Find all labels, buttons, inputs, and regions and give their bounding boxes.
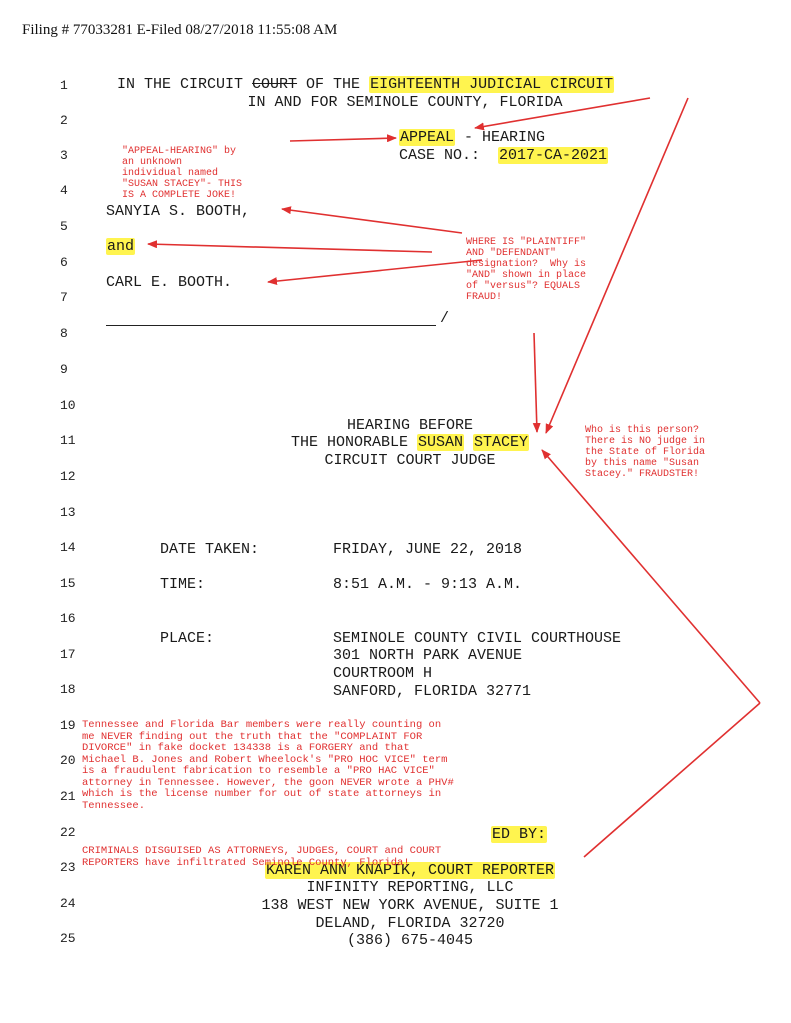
arrow-line xyxy=(290,138,396,141)
line-number: 2 xyxy=(60,113,68,128)
line-number: 14 xyxy=(60,540,76,555)
annotation-appeal: "APPEAL-HEARING" by an unknown individual named "SUSAN STACEY"- THIS IS A COMPLETE JOKE! xyxy=(122,146,243,201)
arrow-line xyxy=(148,244,432,252)
line-number: 20 xyxy=(60,753,76,768)
hearing-line-2: THE HONORABLE SUSAN STACEY xyxy=(290,434,529,451)
caption-slash: / xyxy=(440,310,450,327)
line-number: 22 xyxy=(60,825,76,840)
annotation-judge: Who is this person? There is NO judge in the State of Florida by this name "Susan Stacey." FRAUDSTER! xyxy=(585,425,706,480)
appeal-line: APPEAL - HEARING xyxy=(400,129,546,146)
line-number: 15 xyxy=(60,576,76,591)
line-number: 12 xyxy=(60,469,76,484)
reporter-name: KAREN ANN KNAPIK, COURT REPORTER xyxy=(265,862,555,879)
place-label: PLACE: xyxy=(160,630,215,647)
reporter-line: (386) 675-4045 xyxy=(346,932,474,949)
case-line: CASE NO.: 2017-CA-2021 xyxy=(399,147,608,164)
reporter-line: DELAND, FLORIDA 32720 xyxy=(315,915,505,932)
party-one: SANYIA S. BOOTH, xyxy=(106,203,251,220)
line-number: 16 xyxy=(60,611,76,626)
filing-header: Filing # 77033281 E-Filed 08/27/2018 11:55:08 AM xyxy=(22,22,338,38)
line-number: 4 xyxy=(60,183,68,198)
line-number: 6 xyxy=(60,255,68,270)
line-number: 24 xyxy=(60,896,76,911)
arrow-line xyxy=(282,209,462,233)
arrow-line xyxy=(268,260,482,282)
party-two: CARL E. BOOTH. xyxy=(106,274,233,291)
line-number: 11 xyxy=(60,433,76,448)
place-line: SANFORD, FLORIDA 32771 xyxy=(333,683,532,700)
line-number: 17 xyxy=(60,647,76,662)
time-label: TIME: xyxy=(160,576,206,593)
line-number: 3 xyxy=(60,148,68,163)
line-number: 8 xyxy=(60,326,68,341)
date-value: FRIDAY, JUNE 22, 2018 xyxy=(333,541,523,558)
place-line: SEMINOLE COUNTY CIVIL COURTHOUSE xyxy=(333,630,622,647)
court-title: IN THE CIRCUIT COURT OF THE EIGHTEENTH JUDICIAL CIRCUIT xyxy=(117,76,614,93)
caption-underline xyxy=(106,325,436,326)
line-number: 21 xyxy=(60,789,76,804)
line-number: 10 xyxy=(60,398,76,413)
hearing-line-3: CIRCUIT COURT JUDGE xyxy=(324,452,496,469)
line-number: 9 xyxy=(60,362,68,377)
line-number: 5 xyxy=(60,219,68,234)
reported-by-fragment: ED BY: xyxy=(492,826,547,843)
reporter-line: 138 WEST NEW YORK AVENUE, SUITE 1 xyxy=(261,897,559,914)
reporter-line: INFINITY REPORTING, LLC xyxy=(306,879,514,896)
county-line: IN AND FOR SEMINOLE COUNTY, FLORIDA xyxy=(247,94,563,111)
line-number: 18 xyxy=(60,682,76,697)
line-number: 7 xyxy=(60,290,68,305)
date-label: DATE TAKEN: xyxy=(160,541,260,558)
line-number: 1 xyxy=(60,78,68,93)
annotation-criminals: CRIMINALS DISGUISED AS ATTORNEYS, JUDGES, COURT and COURT REPORTERS have infiltrated Seminole County, Florida! xyxy=(82,845,442,869)
time-value: 8:51 A.M. - 9:13 A.M. xyxy=(333,576,523,593)
arrow-line xyxy=(584,703,760,857)
line-number: 19 xyxy=(60,718,76,733)
line-number: 23 xyxy=(60,860,76,875)
and-word: and xyxy=(107,238,135,255)
place-line: 301 NORTH PARK AVENUE xyxy=(333,647,523,664)
annotation-plaintiff: WHERE IS "PLAINTIFF" AND "DEFENDANT" designation? Why is "AND" shown in place of "versus"? EQUALS FRAUD! xyxy=(466,237,587,303)
place-line: COURTROOM H xyxy=(333,665,433,682)
hearing-line-1: HEARING BEFORE xyxy=(346,417,474,434)
annotation-bar-members: Tennessee and Florida Bar members were really counting on me NEVER finding out the truth that the "COMPLAINT FOR DIVORCE" in fake docket 134338 is a FORGERY and that Michael B. Jones and Robert Wheelock's "PRO HOC VICE" term is a fraudulent fabrication to resemble a "PRO HAC VICE" attorney in Tennessee. However, the goon NEVER wrote a PHV# which is the license number for out of state attorneys in Tennessee. xyxy=(82,719,454,812)
line-number: 13 xyxy=(60,505,76,520)
line-number: 25 xyxy=(60,931,76,946)
